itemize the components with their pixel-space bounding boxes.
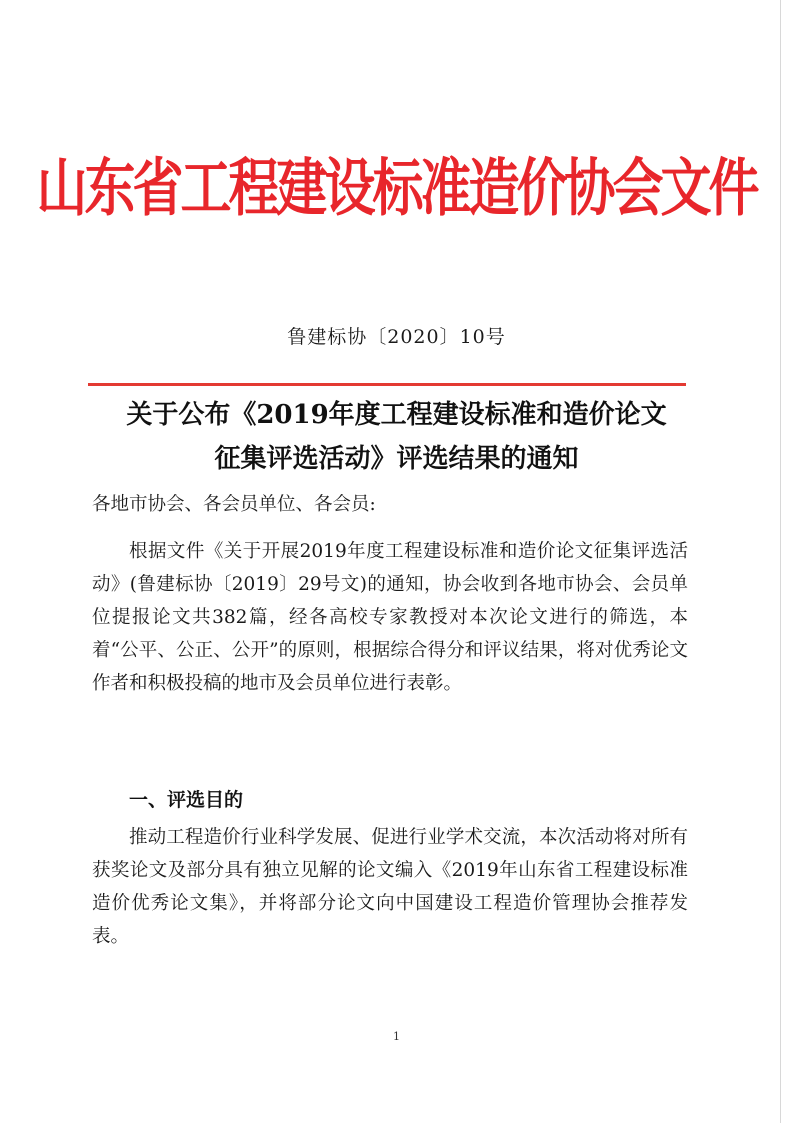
- section-heading-1: 一、评选目的: [129, 789, 244, 811]
- body-paragraph-2: 推动工程造价行业科学发展、促进行业学术交流，本次活动将对所有获奖论文及部分具有独立见解的论文编入《2019年山东省工程建设标准造价优秀论文集》，并将部分论文向中国建设工程造价管理协会推荐发表。: [92, 827, 688, 947]
- notice-title-line-2: 征集评选活动》评选结果的通知: [214, 444, 579, 474]
- notice-title-line-1: 关于公布《2019年度工程建设标准和造价论文: [126, 400, 667, 430]
- salutation: 各地市协会、各会员单位、各会员:: [92, 494, 376, 515]
- body-paragraph-1: 根据文件《关于开展2019年度工程建设标准和造价论文征集评选活动》(鲁建标协〔2019〕29号文)的通知，协会收到各地市协会、会员单位提报论文共382篇，经各高校专家教授对本次论文进行的筛选，本着“公平、公正、公开”的原则，根据综合得分和评议结果，将对优秀论文作者和积极投稿的地市及会员单位进行表彰。: [92, 541, 688, 694]
- notice-title: [60, 393, 733, 481]
- document-number: 鲁建标协〔2020〕10号: [287, 326, 506, 348]
- page-number: 1: [393, 1030, 400, 1043]
- red-divider-rule: [88, 383, 686, 386]
- organization-header-title: 山东省工程建设标准造价协会文件: [36, 153, 757, 226]
